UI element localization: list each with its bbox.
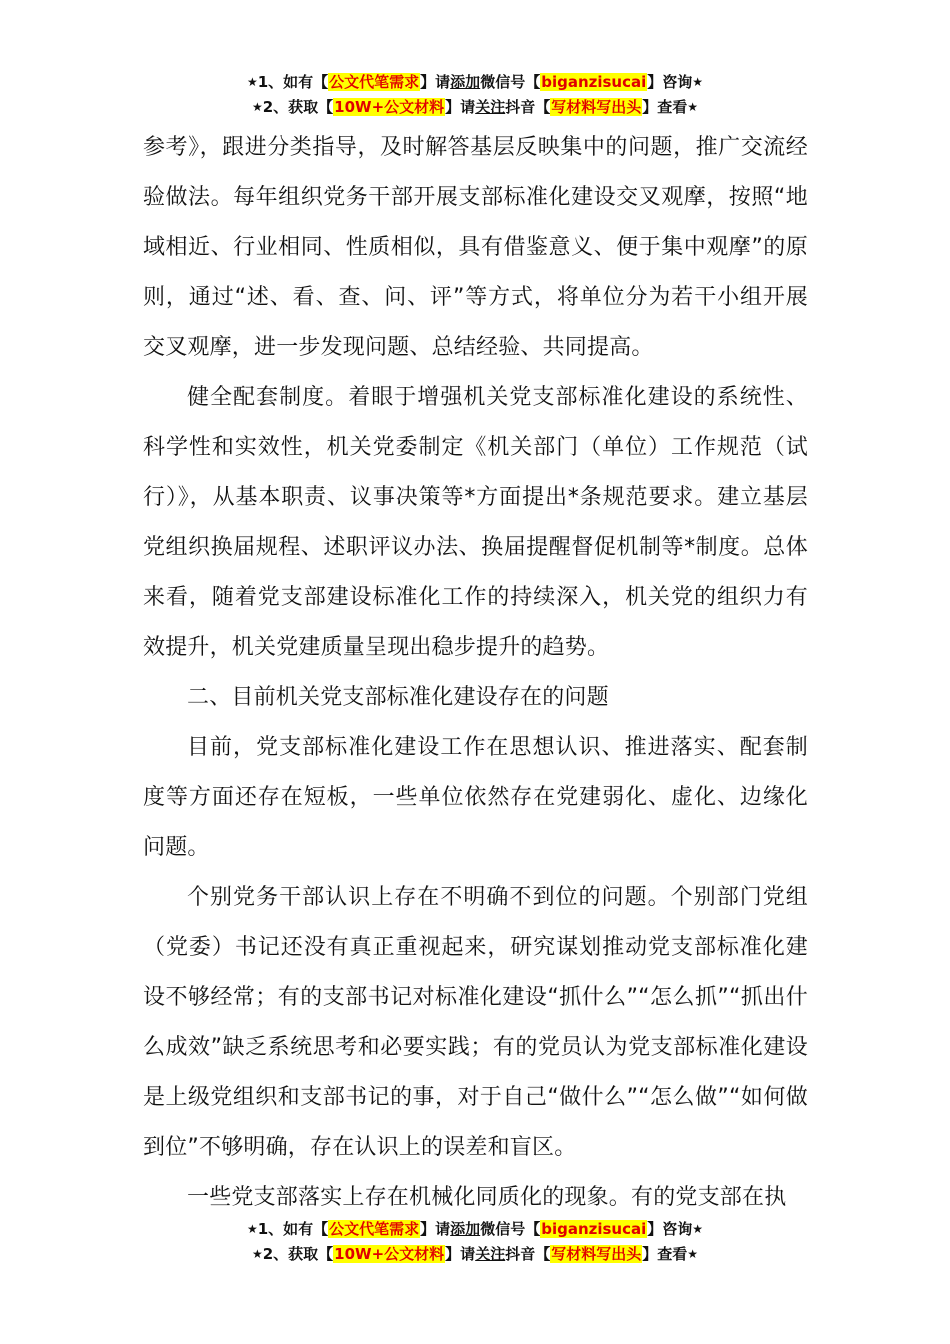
- banner-line-2: ★2、获取【10W+公文材料】请关注抖音【写材料写出头】查看★: [251, 1245, 699, 1263]
- highlight-service: 公文代笔需求: [329, 73, 420, 91]
- highlight-service: 公文代笔需求: [329, 1220, 420, 1238]
- footer-banner: [0, 1217, 950, 1267]
- star-icon: ★: [692, 1222, 704, 1236]
- star-icon: ★: [687, 1247, 699, 1261]
- highlight-douyin-account: 写材料写出头: [551, 1245, 642, 1263]
- star-icon: ★: [251, 100, 263, 114]
- paragraph-overview: 目前，党支部标准化建设工作在思想认识、推进落实、配套制度等方面还存在短板，一些单位依然存在党建弱化、虚化、边缘化问题。: [143, 735, 808, 860]
- star-icon: ★: [246, 75, 258, 89]
- star-icon: ★: [692, 75, 704, 89]
- highlight-wechat-id: biganzisucai: [541, 1220, 647, 1238]
- banner-line-1: ★1、如有【公文代笔需求】请添加微信号【biganzisucai】咨询★: [246, 73, 704, 91]
- highlight-materials: 10W+公文材料: [334, 98, 445, 116]
- highlight-wechat-id: biganzisucai: [541, 73, 647, 91]
- section-heading: 二、目前机关党支部标准化建设存在的问题: [187, 685, 609, 710]
- banner-line-1: ★1、如有【公文代笔需求】请添加微信号【biganzisucai】咨询★: [246, 1220, 704, 1238]
- highlight-materials: 10W+公文材料: [334, 1245, 445, 1263]
- star-icon: ★: [251, 1247, 263, 1261]
- document-body: [143, 123, 808, 1223]
- paragraph-supporting-system: 健全配套制度。着眼于增强机关党支部标准化建设的系统性、科学性和实效性，机关党委制定《机关部门（单位）工作规范（试行）》，从基本职责、议事决策等*方面提出*条规范要求。建立基层党组织换届规程、述职评议办法、换届提醒督促机制等*制度。总体来看，随着党支部建设标准化工作的持续深入，机关党的组织力有效提升，机关党建质量呈现出稳步提升的趋势。: [143, 385, 808, 660]
- highlight-douyin-account: 写材料写出头: [551, 98, 642, 116]
- header-banner: [0, 70, 950, 120]
- star-icon: ★: [687, 100, 699, 114]
- banner-line-2: ★2、获取【10W+公文材料】请关注抖音【写材料写出头】查看★: [251, 98, 699, 116]
- paragraph-continued: 参考》，跟进分类指导，及时解答基层反映集中的问题，推广交流经验做法。每年组织党务干部开展支部标准化建设交叉观摩，按照“地域相近、行业相同、性质相似，具有借鉴意义、便于集中观摩”的原则，通过“述、看、查、问、评”等方式，将单位分为若干小组开展交叉观摩，进一步发现问题、总结经验、共同提高。: [143, 135, 808, 360]
- star-icon: ★: [246, 1222, 258, 1236]
- paragraph-awareness-issue: 个别党务干部认识上存在不明确不到位的问题。个别部门党组（党委）书记还没有真正重视起来，研究谋划推动党支部标准化建设不够经常；有的支部书记对标准化建设“抓什么”“怎么抓”“抓出什么成效”缺乏系统思考和必要实践；有的党员认为党支部标准化建设是上级党组织和支部书记的事，对于自己“做什么”“怎么做”“如何做到位”不够明确，存在认识上的误差和盲区。: [143, 885, 808, 1160]
- paragraph-implementation-issue: 一些党支部落实上存在机械化同质化的现象。有的党支部在执: [187, 1185, 787, 1210]
